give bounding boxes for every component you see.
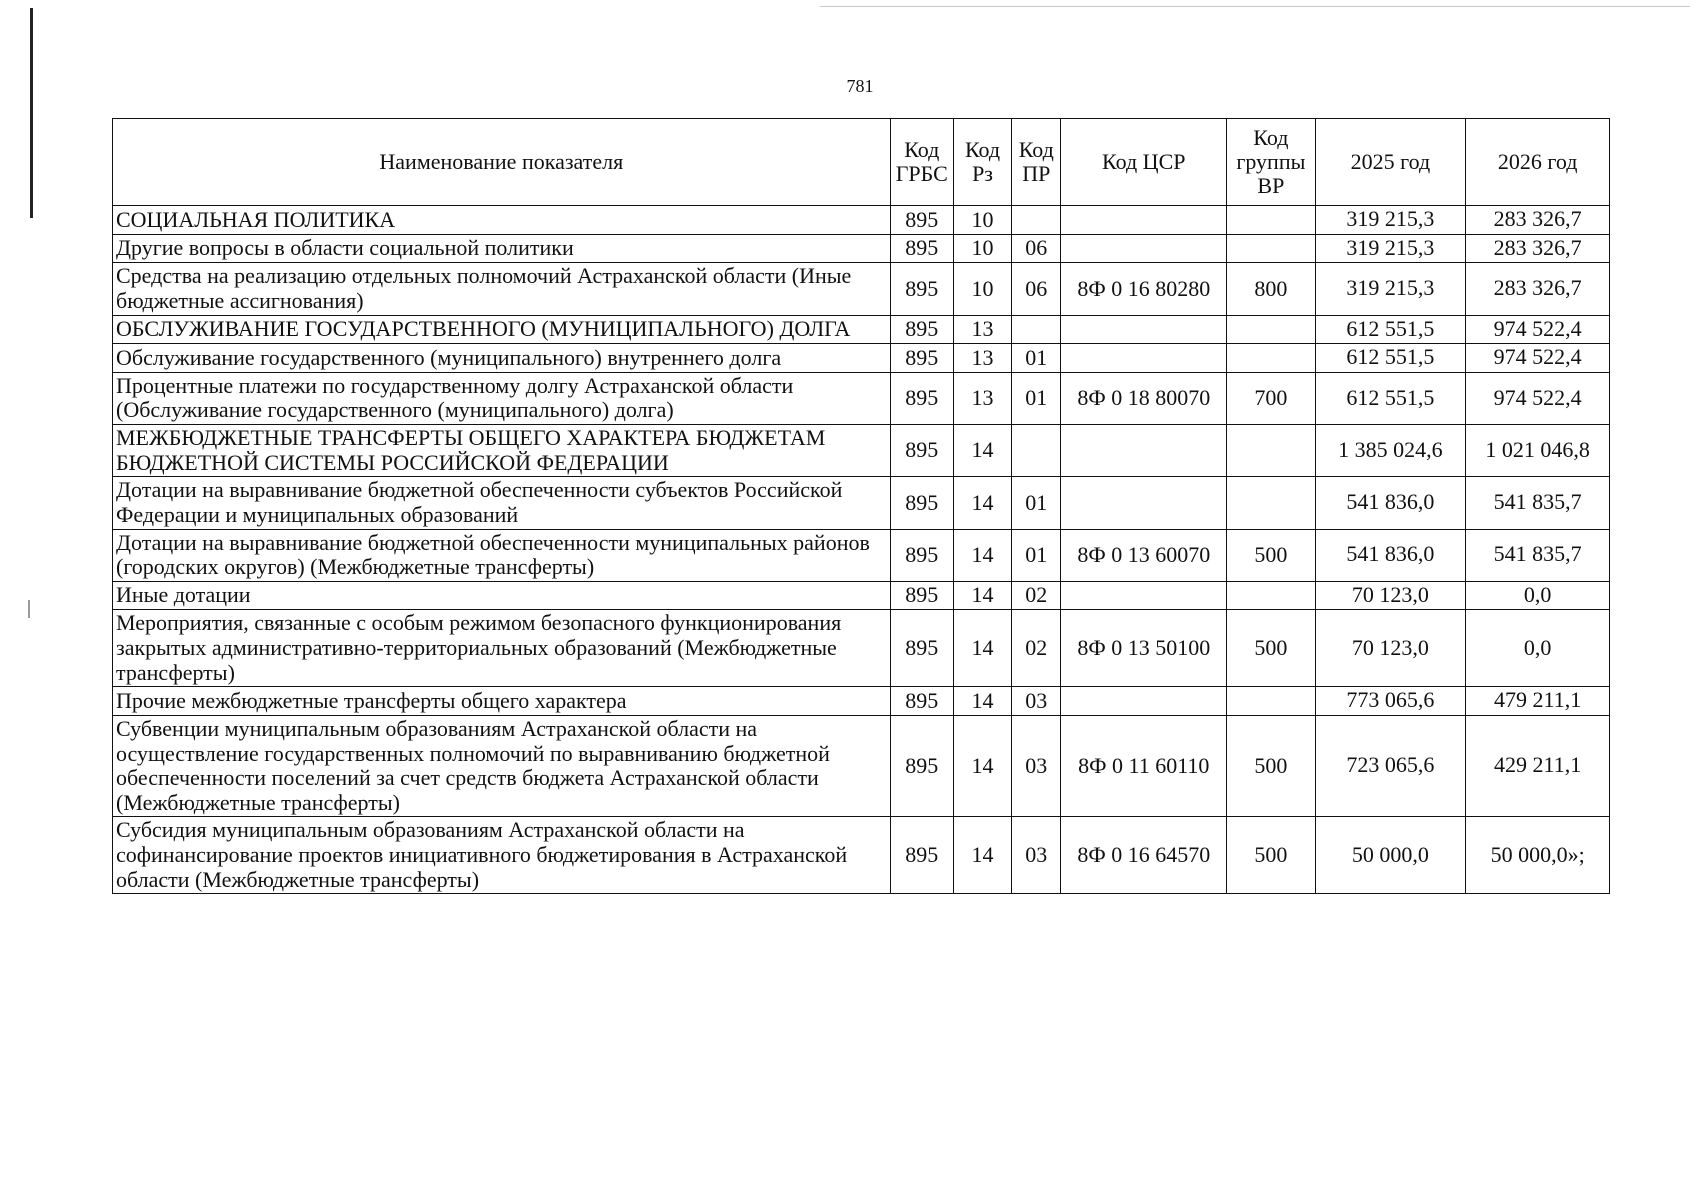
row-name: Дотации на выравнивание бюджетной обеспеченности субъектов Российской Федерации и муниципальных образований bbox=[113, 477, 891, 529]
row-vr bbox=[1227, 206, 1315, 235]
row-name: ОБСЛУЖИВАНИЕ ГОСУДАРСТВЕННОГО (МУНИЦИПАЛЬНОГО) ДОЛГА bbox=[113, 315, 891, 344]
row-grbs: 895 bbox=[890, 715, 953, 817]
row-name: Другие вопросы в области социальной политики bbox=[113, 234, 891, 263]
row-pr: 03 bbox=[1012, 817, 1061, 894]
row-2025: 723 065,6 bbox=[1315, 715, 1466, 817]
row-grbs: 895 bbox=[890, 344, 953, 373]
row-2025: 319 215,3 bbox=[1315, 206, 1466, 235]
row-grbs: 895 bbox=[890, 477, 953, 529]
row-rz: 14 bbox=[953, 529, 1011, 581]
table-header-row bbox=[113, 119, 1610, 206]
header-2026: 2026 год bbox=[1466, 119, 1610, 206]
row-2025: 541 836,0 bbox=[1315, 477, 1466, 529]
row-name: Мероприятия, связанные с особым режимом безопасного функционирования закрытых административно-территориальных образований (Межбюджетные трансферты) bbox=[113, 610, 891, 687]
row-vr bbox=[1227, 687, 1315, 716]
row-vr: 800 bbox=[1227, 263, 1315, 315]
row-pr: 01 bbox=[1012, 372, 1061, 424]
table-row bbox=[113, 581, 1610, 610]
table-row bbox=[113, 715, 1610, 817]
header-2025: 2025 год bbox=[1315, 119, 1466, 206]
row-pr bbox=[1012, 425, 1061, 477]
row-grbs: 895 bbox=[890, 610, 953, 687]
row-vr bbox=[1227, 344, 1315, 373]
row-csr: 8Ф 0 16 80280 bbox=[1061, 263, 1227, 315]
row-vr: 500 bbox=[1227, 817, 1315, 894]
page-number: 781 bbox=[846, 76, 874, 96]
row-2025: 773 065,6 bbox=[1315, 687, 1466, 716]
row-grbs: 895 bbox=[890, 315, 953, 344]
row-grbs: 895 bbox=[890, 687, 953, 716]
table-row bbox=[113, 234, 1610, 263]
row-2025: 1 385 024,6 bbox=[1315, 425, 1466, 477]
header-csr: Код ЦСР bbox=[1061, 119, 1227, 206]
table-row bbox=[113, 477, 1610, 529]
row-name: Субвенции муниципальным образованиям Астраханской области на осуществление государственных полномочий по выравниванию бюджетной обеспеченности поселений за счет средств бюджета Астраханской области (Межбюджетные трансферты) bbox=[113, 715, 891, 817]
row-2025: 612 551,5 bbox=[1315, 315, 1466, 344]
row-csr bbox=[1061, 234, 1227, 263]
row-rz: 14 bbox=[953, 477, 1011, 529]
row-rz: 14 bbox=[953, 610, 1011, 687]
row-2025: 319 215,3 bbox=[1315, 234, 1466, 263]
row-pr: 01 bbox=[1012, 477, 1061, 529]
table-row bbox=[113, 344, 1610, 373]
row-grbs: 895 bbox=[890, 263, 953, 315]
row-2026: 50 000,0»; bbox=[1466, 817, 1610, 894]
row-csr bbox=[1061, 344, 1227, 373]
row-grbs: 895 bbox=[890, 372, 953, 424]
row-csr: 8Ф 0 18 80070 bbox=[1061, 372, 1227, 424]
row-2026: 0,0 bbox=[1466, 581, 1610, 610]
row-rz: 10 bbox=[953, 234, 1011, 263]
row-csr bbox=[1061, 315, 1227, 344]
row-2025: 541 836,0 bbox=[1315, 529, 1466, 581]
row-2026: 283 326,7 bbox=[1466, 234, 1610, 263]
row-2026: 974 522,4 bbox=[1466, 315, 1610, 344]
row-csr bbox=[1061, 206, 1227, 235]
scan-margin-line bbox=[30, 8, 33, 218]
row-rz: 14 bbox=[953, 425, 1011, 477]
row-2025: 50 000,0 bbox=[1315, 817, 1466, 894]
row-pr: 06 bbox=[1012, 263, 1061, 315]
budget-table bbox=[112, 118, 1610, 894]
table-row bbox=[113, 610, 1610, 687]
row-grbs: 895 bbox=[890, 206, 953, 235]
row-name: Субсидия муниципальным образованиям Астраханской области на софинансирование проектов инициативного бюджетирования в Астраханской области (Межбюджетные трансферты) bbox=[113, 817, 891, 894]
row-2025: 319 215,3 bbox=[1315, 263, 1466, 315]
row-csr: 8Ф 0 16 64570 bbox=[1061, 817, 1227, 894]
row-grbs: 895 bbox=[890, 234, 953, 263]
row-csr: 8Ф 0 13 50100 bbox=[1061, 610, 1227, 687]
row-pr: 03 bbox=[1012, 687, 1061, 716]
header-vr: Код группы ВР bbox=[1227, 119, 1315, 206]
header-grbs: Код ГРБС bbox=[890, 119, 953, 206]
row-csr bbox=[1061, 477, 1227, 529]
row-pr: 03 bbox=[1012, 715, 1061, 817]
table-row bbox=[113, 817, 1610, 894]
row-2025: 70 123,0 bbox=[1315, 610, 1466, 687]
header-name: Наименование показателя bbox=[113, 119, 891, 206]
table-row bbox=[113, 263, 1610, 315]
table-row bbox=[113, 529, 1610, 581]
header-rz: Код Рз bbox=[953, 119, 1011, 206]
row-vr: 700 bbox=[1227, 372, 1315, 424]
row-vr bbox=[1227, 425, 1315, 477]
row-name: СОЦИАЛЬНАЯ ПОЛИТИКА bbox=[113, 206, 891, 235]
row-rz: 14 bbox=[953, 581, 1011, 610]
scan-top-edge-line bbox=[820, 6, 1690, 7]
row-rz: 14 bbox=[953, 715, 1011, 817]
row-grbs: 895 bbox=[890, 581, 953, 610]
row-2026: 479 211,1 bbox=[1466, 687, 1610, 716]
row-csr bbox=[1061, 687, 1227, 716]
row-2025: 612 551,5 bbox=[1315, 372, 1466, 424]
row-name: Обслуживание государственного (муниципального) внутреннего долга bbox=[113, 344, 891, 373]
row-vr bbox=[1227, 477, 1315, 529]
table-row bbox=[113, 372, 1610, 424]
row-csr: 8Ф 0 13 60070 bbox=[1061, 529, 1227, 581]
row-vr: 500 bbox=[1227, 610, 1315, 687]
row-2025: 612 551,5 bbox=[1315, 344, 1466, 373]
row-rz: 14 bbox=[953, 687, 1011, 716]
row-2026: 429 211,1 bbox=[1466, 715, 1610, 817]
row-name: Средства на реализацию отдельных полномочий Астраханской области (Иные бюджетные ассигнования) bbox=[113, 263, 891, 315]
row-2026: 974 522,4 bbox=[1466, 372, 1610, 424]
row-name: Прочие межбюджетные трансферты общего характера bbox=[113, 687, 891, 716]
row-2026: 541 835,7 bbox=[1466, 529, 1610, 581]
row-pr: 06 bbox=[1012, 234, 1061, 263]
row-2026: 0,0 bbox=[1466, 610, 1610, 687]
row-grbs: 895 bbox=[890, 529, 953, 581]
row-rz: 10 bbox=[953, 263, 1011, 315]
row-2026: 283 326,7 bbox=[1466, 263, 1610, 315]
row-pr: 01 bbox=[1012, 529, 1061, 581]
row-name: Процентные платежи по государственному долгу Астраханской области (Обслуживание государственного (муниципального) долга) bbox=[113, 372, 891, 424]
row-rz: 14 bbox=[953, 817, 1011, 894]
row-csr bbox=[1061, 425, 1227, 477]
row-grbs: 895 bbox=[890, 425, 953, 477]
row-vr bbox=[1227, 581, 1315, 610]
row-vr: 500 bbox=[1227, 529, 1315, 581]
table-row bbox=[113, 425, 1610, 477]
row-pr: 02 bbox=[1012, 581, 1061, 610]
row-2026: 541 835,7 bbox=[1466, 477, 1610, 529]
row-pr: 02 bbox=[1012, 610, 1061, 687]
table-row bbox=[113, 206, 1610, 235]
header-pr: Код ПР bbox=[1012, 119, 1061, 206]
row-2026: 974 522,4 bbox=[1466, 344, 1610, 373]
row-pr: 01 bbox=[1012, 344, 1061, 373]
row-name: Дотации на выравнивание бюджетной обеспеченности муниципальных районов (городских округов) (Межбюджетные трансферты) bbox=[113, 529, 891, 581]
row-csr bbox=[1061, 581, 1227, 610]
row-vr bbox=[1227, 315, 1315, 344]
row-2026: 283 326,7 bbox=[1466, 206, 1610, 235]
row-grbs: 895 bbox=[890, 817, 953, 894]
row-rz: 13 bbox=[953, 344, 1011, 373]
row-name: МЕЖБЮДЖЕТНЫЕ ТРАНСФЕРТЫ ОБЩЕГО ХАРАКТЕРА БЮДЖЕТАМ БЮДЖЕТНОЙ СИСТЕМЫ РОССИЙСКОЙ ФЕДЕРАЦИИ bbox=[113, 425, 891, 477]
row-vr bbox=[1227, 234, 1315, 263]
row-name: Иные дотации bbox=[113, 581, 891, 610]
table-row bbox=[113, 315, 1610, 344]
row-rz: 10 bbox=[953, 206, 1011, 235]
table-row bbox=[113, 687, 1610, 716]
row-csr: 8Ф 0 11 60110 bbox=[1061, 715, 1227, 817]
scan-mark bbox=[28, 600, 30, 618]
row-pr bbox=[1012, 206, 1061, 235]
row-rz: 13 bbox=[953, 372, 1011, 424]
row-vr: 500 bbox=[1227, 715, 1315, 817]
row-2026: 1 021 046,8 bbox=[1466, 425, 1610, 477]
row-pr bbox=[1012, 315, 1061, 344]
row-2025: 70 123,0 bbox=[1315, 581, 1466, 610]
row-rz: 13 bbox=[953, 315, 1011, 344]
